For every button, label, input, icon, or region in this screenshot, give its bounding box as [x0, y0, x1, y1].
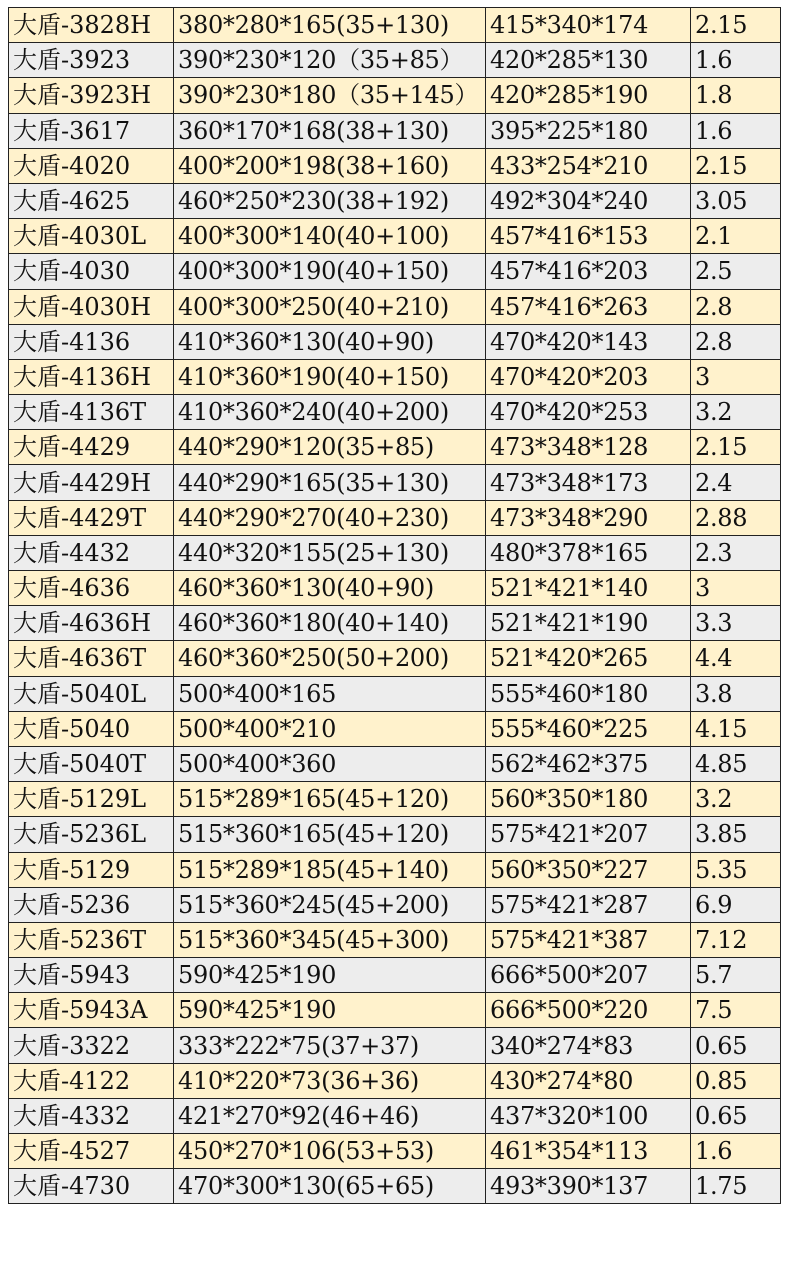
outer-dimensions-cell: 415*340*174	[486, 8, 691, 43]
inner-dimensions-cell: 590*425*190	[174, 958, 486, 993]
table-row	[9, 430, 781, 465]
model-cell: 大盾-4122	[9, 1063, 174, 1098]
outer-dimensions-cell: 395*225*180	[486, 113, 691, 148]
inner-dimensions-cell: 400*200*198(38+160)	[174, 148, 486, 183]
table-row	[9, 359, 781, 394]
model-cell: 大盾-5236T	[9, 922, 174, 957]
inner-dimensions-cell: 400*300*140(40+100)	[174, 219, 486, 254]
model-cell: 大盾-4432	[9, 535, 174, 570]
outer-dimensions-cell: 492*304*240	[486, 183, 691, 218]
table-row	[9, 1134, 781, 1169]
product-spec-table	[8, 7, 781, 1204]
outer-dimensions-cell: 457*416*153	[486, 219, 691, 254]
model-cell: 大盾-5236L	[9, 817, 174, 852]
table-row	[9, 535, 781, 570]
table-row	[9, 606, 781, 641]
weight-cell: 4.15	[691, 711, 781, 746]
table-row	[9, 1098, 781, 1133]
model-cell: 大盾-4636	[9, 571, 174, 606]
outer-dimensions-cell: 575*421*387	[486, 922, 691, 957]
table-row	[9, 78, 781, 113]
model-cell: 大盾-4730	[9, 1169, 174, 1204]
weight-cell: 4.85	[691, 746, 781, 781]
inner-dimensions-cell: 460*250*230(38+192)	[174, 183, 486, 218]
weight-cell: 0.65	[691, 1098, 781, 1133]
weight-cell: 2.8	[691, 289, 781, 324]
table-row	[9, 782, 781, 817]
inner-dimensions-cell: 333*222*75(37+37)	[174, 1028, 486, 1063]
model-cell: 大盾-4332	[9, 1098, 174, 1133]
model-cell: 大盾-5040	[9, 711, 174, 746]
inner-dimensions-cell: 440*290*270(40+230)	[174, 500, 486, 535]
weight-cell: 2.88	[691, 500, 781, 535]
inner-dimensions-cell: 410*360*130(40+90)	[174, 324, 486, 359]
table-row	[9, 817, 781, 852]
outer-dimensions-cell: 457*416*263	[486, 289, 691, 324]
outer-dimensions-cell: 457*416*203	[486, 254, 691, 289]
table-row	[9, 676, 781, 711]
weight-cell: 7.5	[691, 993, 781, 1028]
model-cell: 大盾-4625	[9, 183, 174, 218]
inner-dimensions-cell: 390*230*180（35+145）	[174, 78, 486, 113]
outer-dimensions-cell: 420*285*130	[486, 43, 691, 78]
inner-dimensions-cell: 515*360*165(45+120)	[174, 817, 486, 852]
inner-dimensions-cell: 440*290*165(35+130)	[174, 465, 486, 500]
weight-cell: 3.85	[691, 817, 781, 852]
outer-dimensions-cell: 575*421*287	[486, 887, 691, 922]
model-cell: 大盾-4030H	[9, 289, 174, 324]
weight-cell: 1.6	[691, 113, 781, 148]
weight-cell: 3.3	[691, 606, 781, 641]
model-cell: 大盾-3923H	[9, 78, 174, 113]
table-row	[9, 887, 781, 922]
model-cell: 大盾-3322	[9, 1028, 174, 1063]
table-row	[9, 183, 781, 218]
table-row	[9, 571, 781, 606]
weight-cell: 2.8	[691, 324, 781, 359]
table-row	[9, 254, 781, 289]
model-cell: 大盾-5943A	[9, 993, 174, 1028]
table-row	[9, 711, 781, 746]
weight-cell: 2.5	[691, 254, 781, 289]
table-row	[9, 8, 781, 43]
model-cell: 大盾-4429H	[9, 465, 174, 500]
inner-dimensions-cell: 460*360*130(40+90)	[174, 571, 486, 606]
inner-dimensions-cell: 421*270*92(46+46)	[174, 1098, 486, 1133]
weight-cell: 2.3	[691, 535, 781, 570]
weight-cell: 3	[691, 571, 781, 606]
model-cell: 大盾-5129L	[9, 782, 174, 817]
weight-cell: 5.35	[691, 852, 781, 887]
inner-dimensions-cell: 360*170*168(38+130)	[174, 113, 486, 148]
table-row	[9, 43, 781, 78]
weight-cell: 1.75	[691, 1169, 781, 1204]
table-row	[9, 852, 781, 887]
table-row	[9, 148, 781, 183]
outer-dimensions-cell: 340*274*83	[486, 1028, 691, 1063]
weight-cell: 0.65	[691, 1028, 781, 1063]
outer-dimensions-cell: 521*420*265	[486, 641, 691, 676]
inner-dimensions-cell: 450*270*106(53+53)	[174, 1134, 486, 1169]
inner-dimensions-cell: 500*400*360	[174, 746, 486, 781]
weight-cell: 3.2	[691, 782, 781, 817]
model-cell: 大盾-4030L	[9, 219, 174, 254]
table-row	[9, 219, 781, 254]
inner-dimensions-cell: 380*280*165(35+130)	[174, 8, 486, 43]
inner-dimensions-cell: 410*220*73(36+36)	[174, 1063, 486, 1098]
outer-dimensions-cell: 470*420*143	[486, 324, 691, 359]
outer-dimensions-cell: 562*462*375	[486, 746, 691, 781]
inner-dimensions-cell: 400*300*250(40+210)	[174, 289, 486, 324]
outer-dimensions-cell: 470*420*253	[486, 395, 691, 430]
inner-dimensions-cell: 515*289*165(45+120)	[174, 782, 486, 817]
inner-dimensions-cell: 410*360*190(40+150)	[174, 359, 486, 394]
outer-dimensions-cell: 420*285*190	[486, 78, 691, 113]
model-cell: 大盾-4136T	[9, 395, 174, 430]
weight-cell: 7.12	[691, 922, 781, 957]
outer-dimensions-cell: 433*254*210	[486, 148, 691, 183]
inner-dimensions-cell: 460*360*180(40+140)	[174, 606, 486, 641]
model-cell: 大盾-4636T	[9, 641, 174, 676]
model-cell: 大盾-5040T	[9, 746, 174, 781]
weight-cell: 2.15	[691, 148, 781, 183]
weight-cell: 2.15	[691, 430, 781, 465]
weight-cell: 3	[691, 359, 781, 394]
inner-dimensions-cell: 410*360*240(40+200)	[174, 395, 486, 430]
inner-dimensions-cell: 460*360*250(50+200)	[174, 641, 486, 676]
outer-dimensions-cell: 575*421*207	[486, 817, 691, 852]
model-cell: 大盾-5040L	[9, 676, 174, 711]
model-cell: 大盾-4020	[9, 148, 174, 183]
outer-dimensions-cell: 521*421*190	[486, 606, 691, 641]
inner-dimensions-cell: 515*360*345(45+300)	[174, 922, 486, 957]
table-row	[9, 922, 781, 957]
outer-dimensions-cell: 437*320*100	[486, 1098, 691, 1133]
weight-cell: 3.05	[691, 183, 781, 218]
model-cell: 大盾-3923	[9, 43, 174, 78]
outer-dimensions-cell: 555*460*180	[486, 676, 691, 711]
table-row	[9, 958, 781, 993]
inner-dimensions-cell: 500*400*210	[174, 711, 486, 746]
outer-dimensions-cell: 493*390*137	[486, 1169, 691, 1204]
weight-cell: 6.9	[691, 887, 781, 922]
table-row	[9, 500, 781, 535]
model-cell: 大盾-3617	[9, 113, 174, 148]
inner-dimensions-cell: 590*425*190	[174, 993, 486, 1028]
model-cell: 大盾-4030	[9, 254, 174, 289]
weight-cell: 4.4	[691, 641, 781, 676]
outer-dimensions-cell: 473*348*173	[486, 465, 691, 500]
inner-dimensions-cell: 390*230*120（35+85）	[174, 43, 486, 78]
outer-dimensions-cell: 666*500*220	[486, 993, 691, 1028]
model-cell: 大盾-5129	[9, 852, 174, 887]
model-cell: 大盾-4527	[9, 1134, 174, 1169]
weight-cell: 3.8	[691, 676, 781, 711]
outer-dimensions-cell: 430*274*80	[486, 1063, 691, 1098]
table-row	[9, 289, 781, 324]
table-row	[9, 1028, 781, 1063]
table-row	[9, 113, 781, 148]
outer-dimensions-cell: 480*378*165	[486, 535, 691, 570]
weight-cell: 5.7	[691, 958, 781, 993]
weight-cell: 1.8	[691, 78, 781, 113]
model-cell: 大盾-4429T	[9, 500, 174, 535]
table-row	[9, 1063, 781, 1098]
model-cell: 大盾-5943	[9, 958, 174, 993]
inner-dimensions-cell: 440*320*155(25+130)	[174, 535, 486, 570]
outer-dimensions-cell: 555*460*225	[486, 711, 691, 746]
weight-cell: 2.4	[691, 465, 781, 500]
table-row	[9, 395, 781, 430]
weight-cell: 1.6	[691, 1134, 781, 1169]
inner-dimensions-cell: 440*290*120(35+85)	[174, 430, 486, 465]
weight-cell: 3.2	[691, 395, 781, 430]
outer-dimensions-cell: 521*421*140	[486, 571, 691, 606]
model-cell: 大盾-4136H	[9, 359, 174, 394]
inner-dimensions-cell: 470*300*130(65+65)	[174, 1169, 486, 1204]
table-row	[9, 993, 781, 1028]
weight-cell: 0.85	[691, 1063, 781, 1098]
weight-cell: 1.6	[691, 43, 781, 78]
model-cell: 大盾-4636H	[9, 606, 174, 641]
outer-dimensions-cell: 461*354*113	[486, 1134, 691, 1169]
outer-dimensions-cell: 560*350*180	[486, 782, 691, 817]
model-cell: 大盾-4136	[9, 324, 174, 359]
outer-dimensions-cell: 473*348*290	[486, 500, 691, 535]
outer-dimensions-cell: 560*350*227	[486, 852, 691, 887]
table-row	[9, 641, 781, 676]
model-cell: 大盾-5236	[9, 887, 174, 922]
inner-dimensions-cell: 515*360*245(45+200)	[174, 887, 486, 922]
table-row	[9, 465, 781, 500]
table-row	[9, 746, 781, 781]
inner-dimensions-cell: 515*289*185(45+140)	[174, 852, 486, 887]
inner-dimensions-cell: 500*400*165	[174, 676, 486, 711]
table-row	[9, 324, 781, 359]
weight-cell: 2.1	[691, 219, 781, 254]
inner-dimensions-cell: 400*300*190(40+150)	[174, 254, 486, 289]
spec-table-body	[9, 8, 781, 1204]
outer-dimensions-cell: 666*500*207	[486, 958, 691, 993]
outer-dimensions-cell: 470*420*203	[486, 359, 691, 394]
model-cell: 大盾-3828H	[9, 8, 174, 43]
weight-cell: 2.15	[691, 8, 781, 43]
outer-dimensions-cell: 473*348*128	[486, 430, 691, 465]
table-row	[9, 1169, 781, 1204]
model-cell: 大盾-4429	[9, 430, 174, 465]
